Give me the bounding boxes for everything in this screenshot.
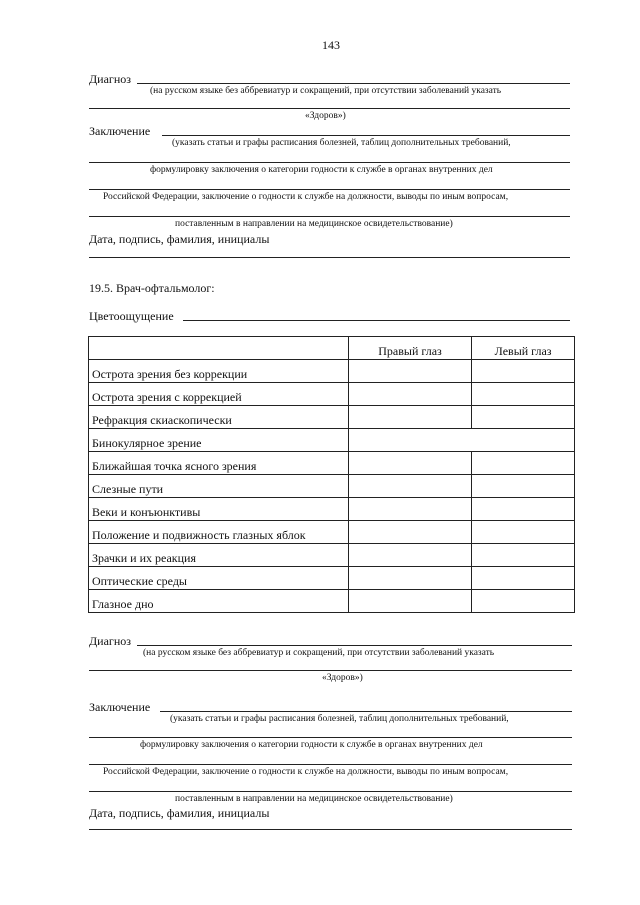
conclusion-hint-2: формулировку заключения о категории годности к службе в органах внутренних дел (150, 165, 493, 175)
diagnosis-line[interactable] (137, 83, 570, 84)
table-row (89, 475, 575, 498)
table-row (89, 567, 575, 590)
left-eye-cell[interactable] (472, 590, 575, 613)
signature-label: Дата, подпись, фамилия, инициалы (89, 806, 270, 820)
table-row (89, 383, 575, 406)
conclusion-line-3[interactable] (89, 764, 572, 765)
left-eye-cell[interactable] (472, 475, 575, 498)
left-eye-cell[interactable] (472, 452, 575, 475)
conclusion-line[interactable] (160, 711, 572, 712)
table-row (89, 406, 575, 429)
conclusion-hint-3: Российской Федерации, заключение о годности к службе на должности, выводы по иным вопросам, (103, 192, 509, 202)
row-label: Оптические среды (89, 567, 349, 590)
conclusion-hint-4: поставленным в направлении на медицинское освидетельствование) (175, 219, 453, 229)
conclusion-line[interactable] (162, 135, 570, 136)
conclusion-hint-1: (указать статьи и графы расписания болезней, таблиц дополнительных требований, (170, 714, 509, 724)
conclusion-line-3[interactable] (89, 189, 570, 190)
conclusion-line-4[interactable] (89, 791, 572, 792)
signature-line[interactable] (89, 257, 570, 258)
row-label: Положение и подвижность глазных яблок (89, 521, 349, 544)
conclusion-line-4[interactable] (89, 216, 570, 217)
right-eye-cell[interactable] (348, 452, 471, 475)
table-row (89, 429, 575, 452)
row-label: Глазное дно (89, 590, 349, 613)
diagnosis-label: Диагноз (89, 634, 132, 648)
conclusion-line-2[interactable] (89, 737, 572, 738)
section-title: 19.5. Врач-офтальмолог: (89, 281, 215, 295)
table-row (89, 521, 575, 544)
row-label: Острота зрения без коррекции (89, 360, 349, 383)
row-label: Рефракция скиаскопически (89, 406, 349, 429)
conclusion-hint-4: поставленным в направлении на медицинское освидетельствование) (175, 794, 453, 804)
right-eye-cell[interactable] (348, 406, 471, 429)
right-eye-cell[interactable] (348, 360, 471, 383)
color-perception-line[interactable] (183, 320, 570, 321)
table-header-right-eye: Правый глаз (348, 337, 471, 360)
table-row (89, 498, 575, 521)
signature-label: Дата, подпись, фамилия, инициалы (89, 232, 270, 246)
diagnosis-hint: (на русском языке без аббревиатур и сокращений, при отсутствии заболеваний указать (143, 648, 495, 658)
left-eye-cell[interactable] (472, 360, 575, 383)
left-eye-cell[interactable] (472, 567, 575, 590)
diagnosis-line-2[interactable] (89, 670, 572, 671)
row-label: Острота зрения с коррекцией (89, 383, 349, 406)
left-eye-cell[interactable] (472, 498, 575, 521)
left-eye-cell[interactable] (472, 406, 575, 429)
right-eye-cell[interactable] (348, 475, 471, 498)
diagnosis-hint: (на русском языке без аббревиатур и сокращений, при отсутствии заболеваний указать (150, 86, 502, 96)
right-eye-cell[interactable] (348, 590, 471, 613)
table-header-empty (89, 337, 349, 360)
row-label: Бинокулярное зрение (89, 429, 349, 452)
table-row (89, 590, 575, 613)
conclusion-label: Заключение (89, 124, 151, 138)
right-eye-cell[interactable] (348, 383, 471, 406)
diagnosis-line-2[interactable] (89, 108, 570, 109)
left-eye-cell[interactable] (472, 383, 575, 406)
diagnosis-line[interactable] (137, 645, 572, 646)
row-label: Зрачки и их реакция (89, 544, 349, 567)
conclusion-hint-3: Российской Федерации, заключение о годности к службе на должности, выводы по иным вопросам, (103, 767, 509, 777)
table-row (89, 544, 575, 567)
right-eye-cell[interactable] (348, 521, 471, 544)
left-eye-cell[interactable] (472, 521, 575, 544)
ophthalmology-table (88, 336, 575, 613)
table-row (89, 360, 575, 383)
diagnosis-hint-2: «Здоров») (305, 111, 346, 121)
table-header-row (89, 337, 575, 360)
right-eye-cell[interactable] (348, 498, 471, 521)
page-number: 143 (322, 38, 340, 52)
row-label: Ближайшая точка ясного зрения (89, 452, 349, 475)
left-eye-cell[interactable] (472, 544, 575, 567)
diagnosis-hint-2: «Здоров») (322, 673, 363, 683)
color-perception-label: Цветоощущение (89, 309, 174, 323)
conclusion-line-2[interactable] (89, 162, 570, 163)
conclusion-label: Заключение (89, 700, 151, 714)
table-header-left-eye: Левый глаз (472, 337, 575, 360)
right-eye-cell[interactable] (348, 567, 471, 590)
diagnosis-label: Диагноз (89, 72, 132, 86)
row-label: Слезные пути (89, 475, 349, 498)
binocular-cell[interactable] (348, 429, 574, 452)
signature-line[interactable] (89, 829, 572, 830)
table-row (89, 452, 575, 475)
conclusion-hint-2: формулировку заключения о категории годности к службе в органах внутренних дел (140, 740, 483, 750)
row-label: Веки и конъюнктивы (89, 498, 349, 521)
conclusion-hint-1: (указать статьи и графы расписания болезней, таблиц дополнительных требований, (172, 138, 511, 148)
right-eye-cell[interactable] (348, 544, 471, 567)
